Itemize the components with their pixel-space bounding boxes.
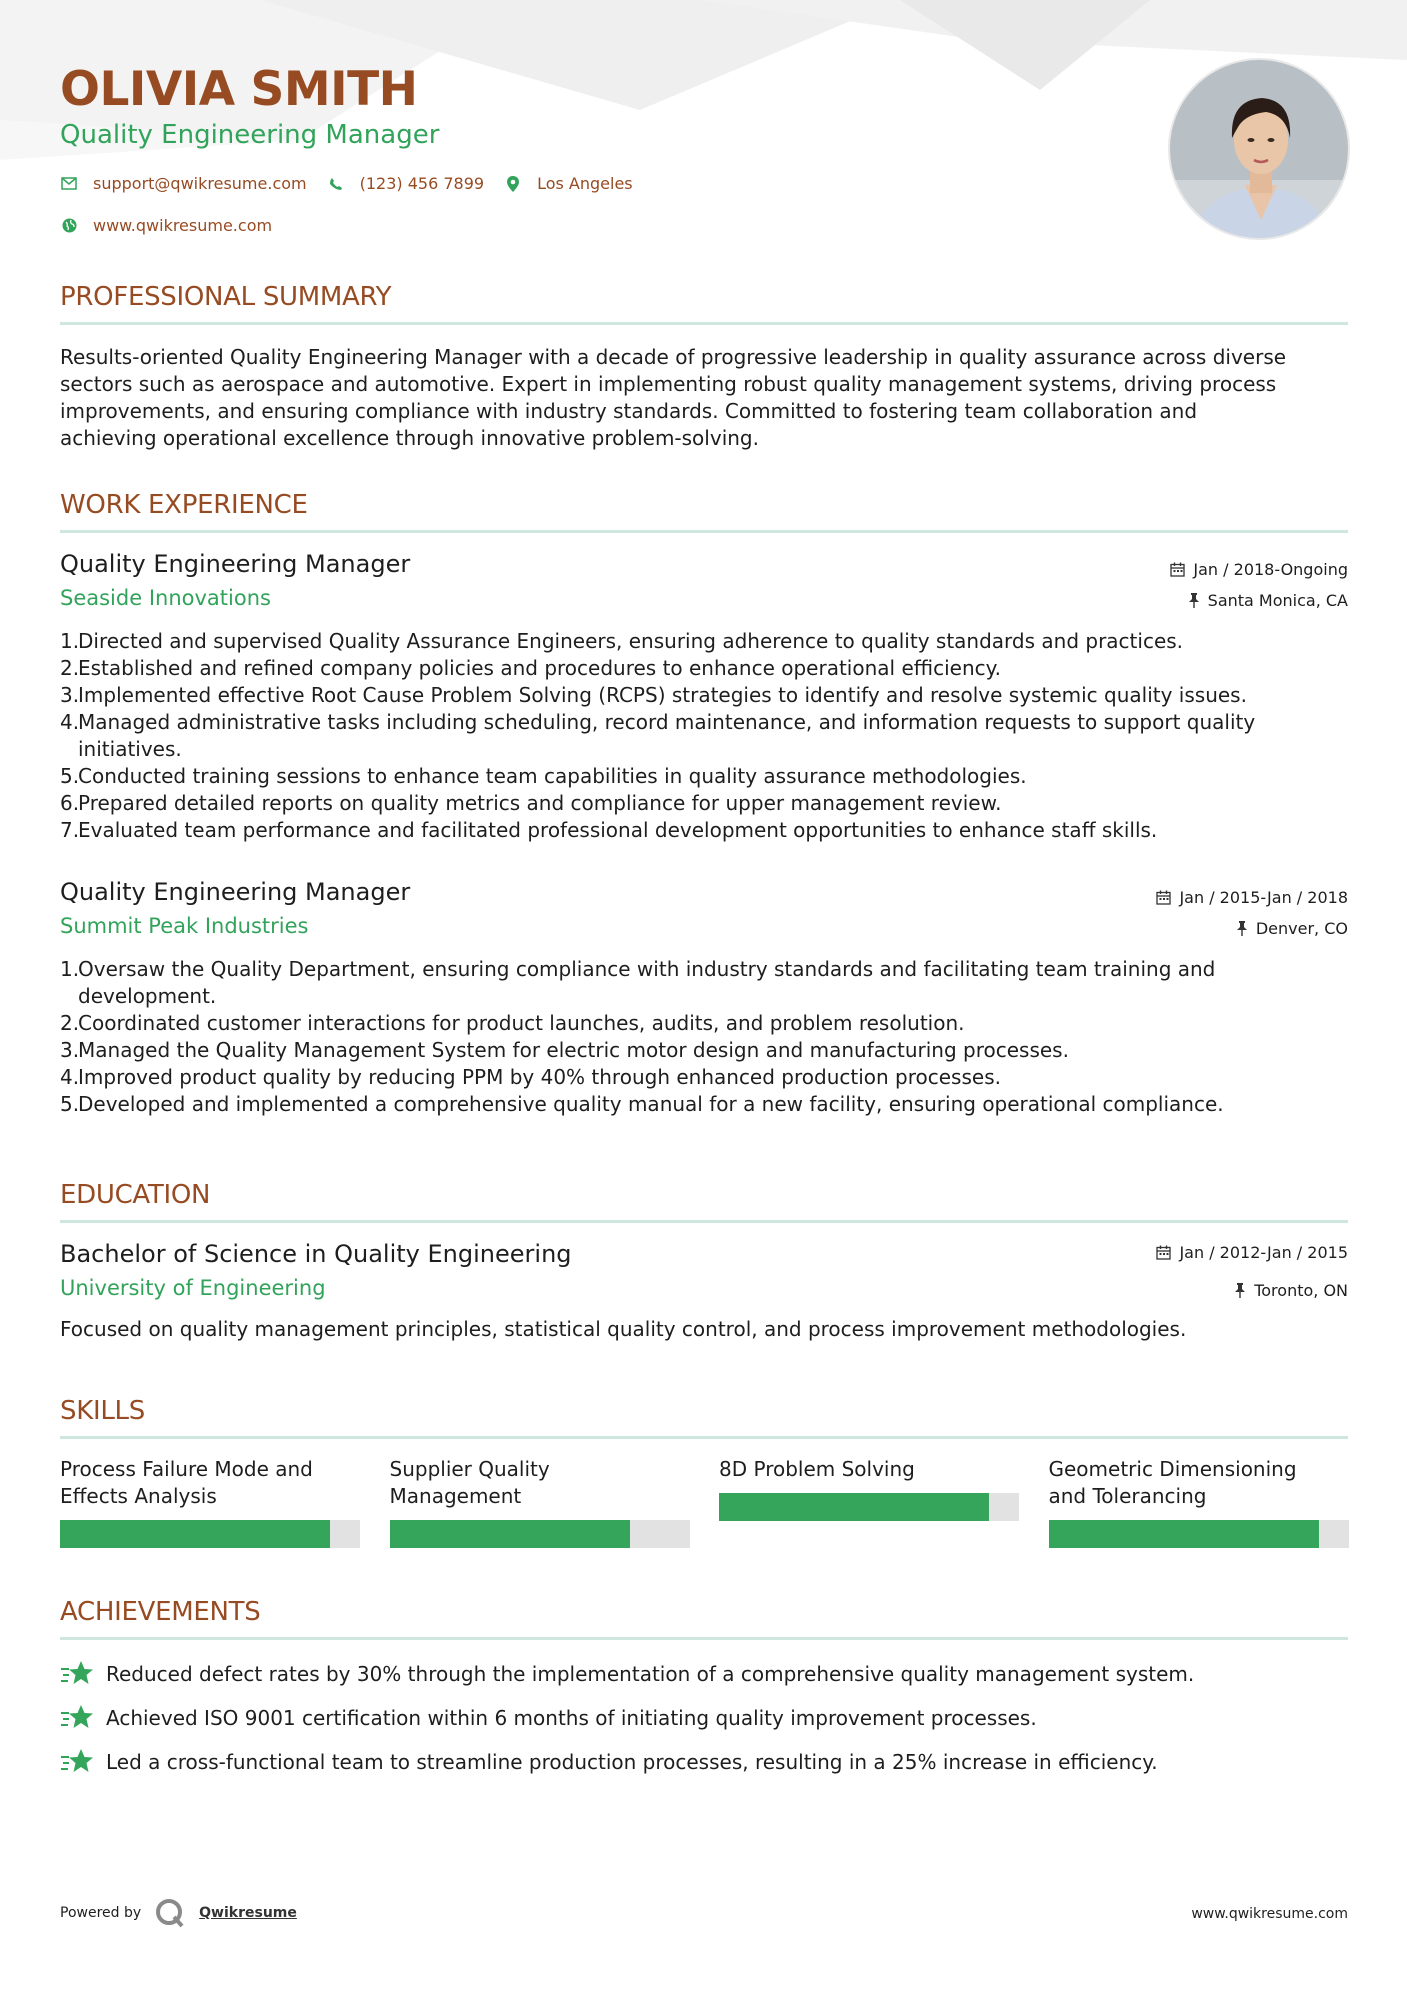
job-role: Quality Engineering Manager	[60, 550, 411, 578]
achievements-heading: ACHIEVEMENTS	[60, 1597, 261, 1627]
skill-level-fill	[719, 1493, 989, 1521]
globe-icon	[60, 217, 78, 235]
school: University of Engineering	[60, 1276, 326, 1300]
candidate-name: OLIVIA SMITH	[60, 62, 418, 117]
star-award-icon	[60, 1659, 94, 1689]
education-heading: EDUCATION	[60, 1180, 211, 1210]
pushpin-icon	[1188, 593, 1200, 608]
education-divider	[60, 1220, 1348, 1223]
job-duties-list	[60, 628, 1348, 844]
achievement-item	[60, 1659, 1194, 1689]
achievement-item	[60, 1703, 1037, 1733]
star-award-icon	[60, 1747, 94, 1777]
calendar-icon	[1156, 890, 1171, 905]
star-award-icon	[60, 1703, 94, 1733]
skill-level-fill	[390, 1520, 630, 1548]
skill-level-fill	[60, 1520, 330, 1548]
list-item: 1. Oversaw the Quality Department, ensuring compliance with industry standards and facilitating team training and development.	[60, 957, 1216, 1008]
job-location	[1188, 591, 1348, 610]
achievement-text: Reduced defect rates by 30% through the implementation of a comprehensive quality management system.	[106, 1662, 1195, 1686]
list-item: 2. Coordinated customer interactions for product launches, audits, and problem resolution.	[60, 1011, 965, 1035]
skill-item	[719, 1456, 1019, 1556]
qwikresume-brand-link[interactable]: Qwikresume	[199, 1905, 297, 1921]
skill-level-fill	[1049, 1520, 1319, 1548]
calendar-icon	[1156, 1245, 1171, 1260]
summary-text	[60, 344, 1348, 452]
skill-level-bar	[390, 1520, 690, 1548]
skill-name: Effects Analysis	[60, 1484, 217, 1508]
list-item: 3. Implemented effective Root Cause Problem Solving (RCPS) strategies to identify and resolve systemic quality issues.	[60, 683, 1247, 707]
summary-line: Results-oriented Quality Engineering Manager with a decade of progressive leadership in quality assurance across diverse	[60, 345, 1287, 369]
skill-name: Geometric Dimensioning	[1048, 1457, 1297, 1481]
job-location	[1236, 919, 1348, 938]
map-pin-icon	[504, 175, 522, 193]
list-item: 1. Directed and supervised Quality Assurance Engineers, ensuring adherence to quality standards and practices.	[60, 629, 1184, 653]
job-dates-text: Jan / 2015-Jan / 2018	[1179, 888, 1348, 907]
summary-line: improvements, and ensuring compliance with industry standards. Committed to fostering team collaboration and	[60, 399, 1198, 423]
education-description: Focused on quality management principles, statistical quality control, and process improvement methodologies.	[60, 1317, 1187, 1341]
website-link[interactable]: www.qwikresume.com	[93, 216, 273, 235]
job-location-text: Denver, CO	[1255, 919, 1348, 938]
job-dates	[1170, 560, 1348, 579]
education-dates-text: Jan / 2012-Jan / 2015	[1179, 1243, 1348, 1262]
list-item: 5. Conducted training sessions to enhance team capabilities in quality assurance methodologies.	[60, 764, 1027, 788]
summary-line: sectors such as aerospace and automotive. Expert in implementing robust quality management systems, driving process	[60, 372, 1277, 396]
achievement-text: Achieved ISO 9001 certification within 6 months of initiating quality improvement processes.	[106, 1706, 1037, 1730]
summary-heading: PROFESSIONAL SUMMARY	[60, 282, 392, 312]
list-item: 2. Established and refined company policies and procedures to enhance operational efficiency.	[60, 656, 1001, 680]
education-location	[1234, 1281, 1348, 1300]
skill-item	[390, 1456, 690, 1556]
qwikresume-logo-icon	[155, 1898, 185, 1928]
achievement-item	[60, 1747, 1158, 1777]
footer-powered-by	[60, 1898, 297, 1928]
skill-name: Supplier Quality	[389, 1457, 550, 1481]
degree: Bachelor of Science in Quality Engineering	[60, 1240, 572, 1268]
skills-divider	[60, 1436, 1348, 1439]
skills-heading: SKILLS	[60, 1396, 145, 1426]
job-dates	[1156, 888, 1348, 907]
email-link[interactable]: support@qwikresume.com	[93, 174, 307, 193]
skill-name: Management	[389, 1484, 522, 1508]
phone-number[interactable]: (123) 456 7899	[359, 174, 485, 193]
experience-heading: WORK EXPERIENCE	[60, 490, 308, 520]
skill-name: Process Failure Mode and	[60, 1457, 313, 1481]
skill-name: 8D Problem Solving	[719, 1457, 915, 1481]
achievement-text: Led a cross-functional team to streamline production processes, resulting in a 25% increase in efficiency.	[106, 1750, 1158, 1774]
job-location-text: Santa Monica, CA	[1207, 591, 1348, 610]
skill-level-bar	[1049, 1520, 1349, 1548]
achievements-divider	[60, 1637, 1348, 1640]
summary-divider	[60, 322, 1348, 325]
pushpin-icon	[1236, 921, 1248, 936]
list-item: 7. Evaluated team performance and facilitated professional development opportunities to enhance staff skills.	[60, 818, 1158, 842]
education-location-text: Toronto, ON	[1254, 1281, 1348, 1300]
job-role: Quality Engineering Manager	[60, 878, 411, 906]
skill-item	[60, 1456, 360, 1556]
list-item: 4. Improved product quality by reducing PPM by 40% through enhanced production processes.	[60, 1065, 1001, 1089]
skill-level-bar	[60, 1520, 360, 1548]
candidate-title: Quality Engineering Manager	[60, 120, 440, 150]
contact-row	[60, 174, 653, 193]
summary-line: achieving operational excellence through innovative problem-solving.	[60, 426, 759, 450]
footer-website-link[interactable]: www.qwikresume.com	[1191, 1906, 1348, 1922]
job-company: Summit Peak Industries	[60, 914, 309, 938]
envelope-icon	[60, 175, 78, 193]
skill-name: and Tolerancing	[1048, 1484, 1207, 1508]
list-item: 6. Prepared detailed reports on quality metrics and compliance for upper management review.	[60, 791, 1002, 815]
list-item: 5. Developed and implemented a comprehensive quality manual for a new facility, ensuring operational compliance.	[60, 1092, 1224, 1116]
skill-level-bar	[719, 1493, 1019, 1521]
pushpin-icon	[1234, 1283, 1246, 1298]
phone-icon	[327, 175, 345, 193]
list-item: 3. Managed the Quality Management System for electric motor design and manufacturing processes.	[60, 1038, 1069, 1062]
skills-grid	[60, 1456, 1348, 1556]
website-row	[60, 216, 292, 235]
education-dates	[1156, 1243, 1348, 1262]
calendar-icon	[1170, 562, 1185, 577]
location-text: Los Angeles	[537, 174, 633, 193]
skill-item	[1049, 1456, 1349, 1556]
powered-by-label: Powered by	[60, 1905, 142, 1921]
job-company: Seaside Innovations	[60, 586, 271, 610]
profile-photo	[1168, 58, 1350, 240]
experience-divider	[60, 530, 1348, 533]
job-duties-list	[60, 956, 1348, 1118]
job-dates-text: Jan / 2018-Ongoing	[1193, 560, 1348, 579]
list-item: 4. Managed administrative tasks including scheduling, record maintenance, and information requests to support quality initiatives.	[60, 710, 1256, 761]
